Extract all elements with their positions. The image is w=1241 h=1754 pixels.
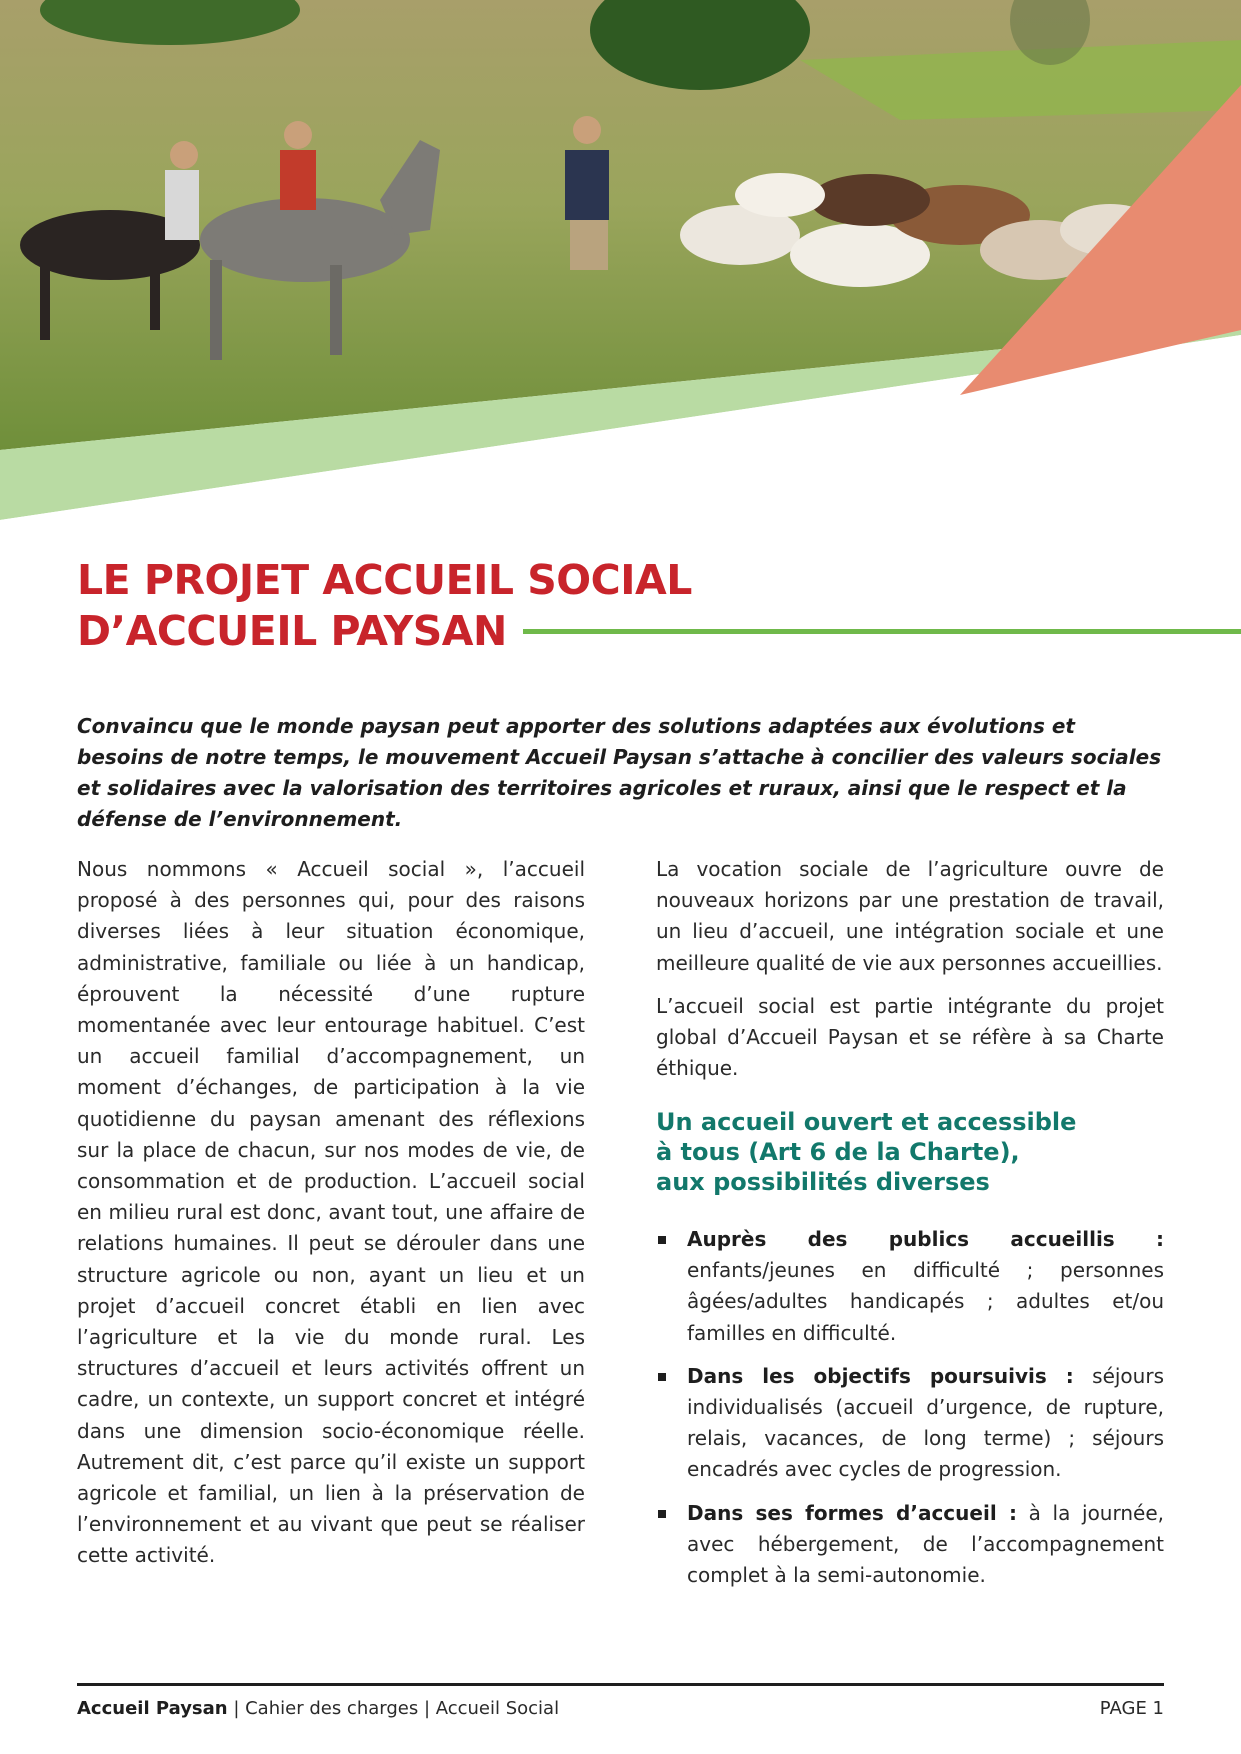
subheading-line3: aux possibilités diverses — [656, 1168, 990, 1196]
bullet-text: à la journée, avec hébergement, de l’accompagnement complet à la semi-autonomie. — [687, 1500, 1165, 1588]
footer — [77, 1698, 1164, 1719]
footer-brand: Accueil Paysan — [77, 1698, 228, 1719]
bullet-lead: Auprès des publics accueillis : — [687, 1227, 1164, 1251]
list-item — [656, 1361, 1164, 1486]
right-column — [656, 854, 1164, 1096]
bullet-square-icon — [658, 1510, 666, 1518]
list-item — [656, 1224, 1164, 1349]
page-title-line2: D’ACCUEIL PAYSAN — [77, 607, 507, 655]
bullet-list — [656, 1224, 1164, 1603]
section-subheading — [656, 1107, 1176, 1197]
farm-photo-donkeys-goats-icon — [0, 0, 1241, 530]
bullet-square-icon — [658, 1236, 666, 1244]
footer-divider — [77, 1683, 1164, 1686]
right-paragraph-1: La vocation sociale de l’agriculture ouvre de nouveaux horizons par une prestation de travail, un lieu d’accueil, une intégration sociale et une meilleure qualité de vie aux personnes accueillies. — [656, 857, 1164, 975]
bullet-lead: Dans ses formes d’accueil : — [687, 1500, 1017, 1525]
left-column — [77, 854, 585, 1584]
page-title-line1: LE PROJET ACCUEIL SOCIAL — [77, 556, 692, 604]
title-divider — [523, 629, 1241, 634]
page-title — [77, 555, 692, 657]
bullet-text: séjours individualisés (accueil d’urgence, de rupture, relais, vacances, de long terme) ; séjours encadrés avec cycles de progression. — [687, 1363, 1164, 1482]
list-item — [656, 1498, 1164, 1592]
subheading-line1: Un accueil ouvert et accessible — [656, 1108, 1077, 1136]
bullet-square-icon — [658, 1373, 666, 1381]
subheading-line2: à tous (Art 6 de la Charte), — [656, 1138, 1020, 1166]
page-number: PAGE 1 — [1099, 1698, 1164, 1719]
hero-banner — [0, 0, 1241, 530]
intro-paragraph: Convaincu que le monde paysan peut apporter des solutions adaptées aux évolutions et besoins de notre temps, le mouvement Accueil Paysan s’attache à concilier des valeurs sociales et solidaires avec la valorisation des territoires agricoles et ruraux, ainsi que le respect et la défense de l’environnement. — [77, 714, 1162, 831]
bullet-text: enfants/jeunes en difficulté ; personnes âgées/adultes handicapés ; adultes et/ou familles en difficulté. — [687, 1258, 1164, 1345]
footer-doc-info: | Cahier des charges | Accueil Social — [227, 1698, 560, 1719]
bullet-lead: Dans les objectifs poursuivis : — [687, 1363, 1074, 1388]
left-paragraph: Nous nommons « Accueil social », l’accueil proposé à des personnes qui, pour des raisons diverses liées à leur situation économique, administrative, familiale ou liée à un handicap, éprouvent la nécessité d’une rupture momentanée avec leur entourage habituel. C’est un accueil familial d’accompagnement, un moment d’échanges, de participation à la vie quotidienne du paysan amenant des réflexions sur la place de chacun, sur nos modes de vie, de consommation et de production. L’accueil social en milieu rural est donc, avant tout, une affaire de relations humaines. Il peut se dérouler dans une structure agricole ou non, ayant un lieu et un projet d’accueil concret établi en lien avec l’agriculture et la vie du monde rural. Les structures d’accueil et leurs activités offrent un cadre, un contexte, un support concret et intégré dans une dimension socio-économique réelle. Autrement dit, c’est parce qu’il existe un support agricole et familial, un lien à la préservation de l’environnement et au vivant que peut se réaliser cette activité. — [77, 857, 585, 1568]
right-paragraph-2: L’accueil social est partie intégrante du projet global d’Accueil Paysan et se réfère à sa Charte éthique. — [656, 993, 1164, 1081]
